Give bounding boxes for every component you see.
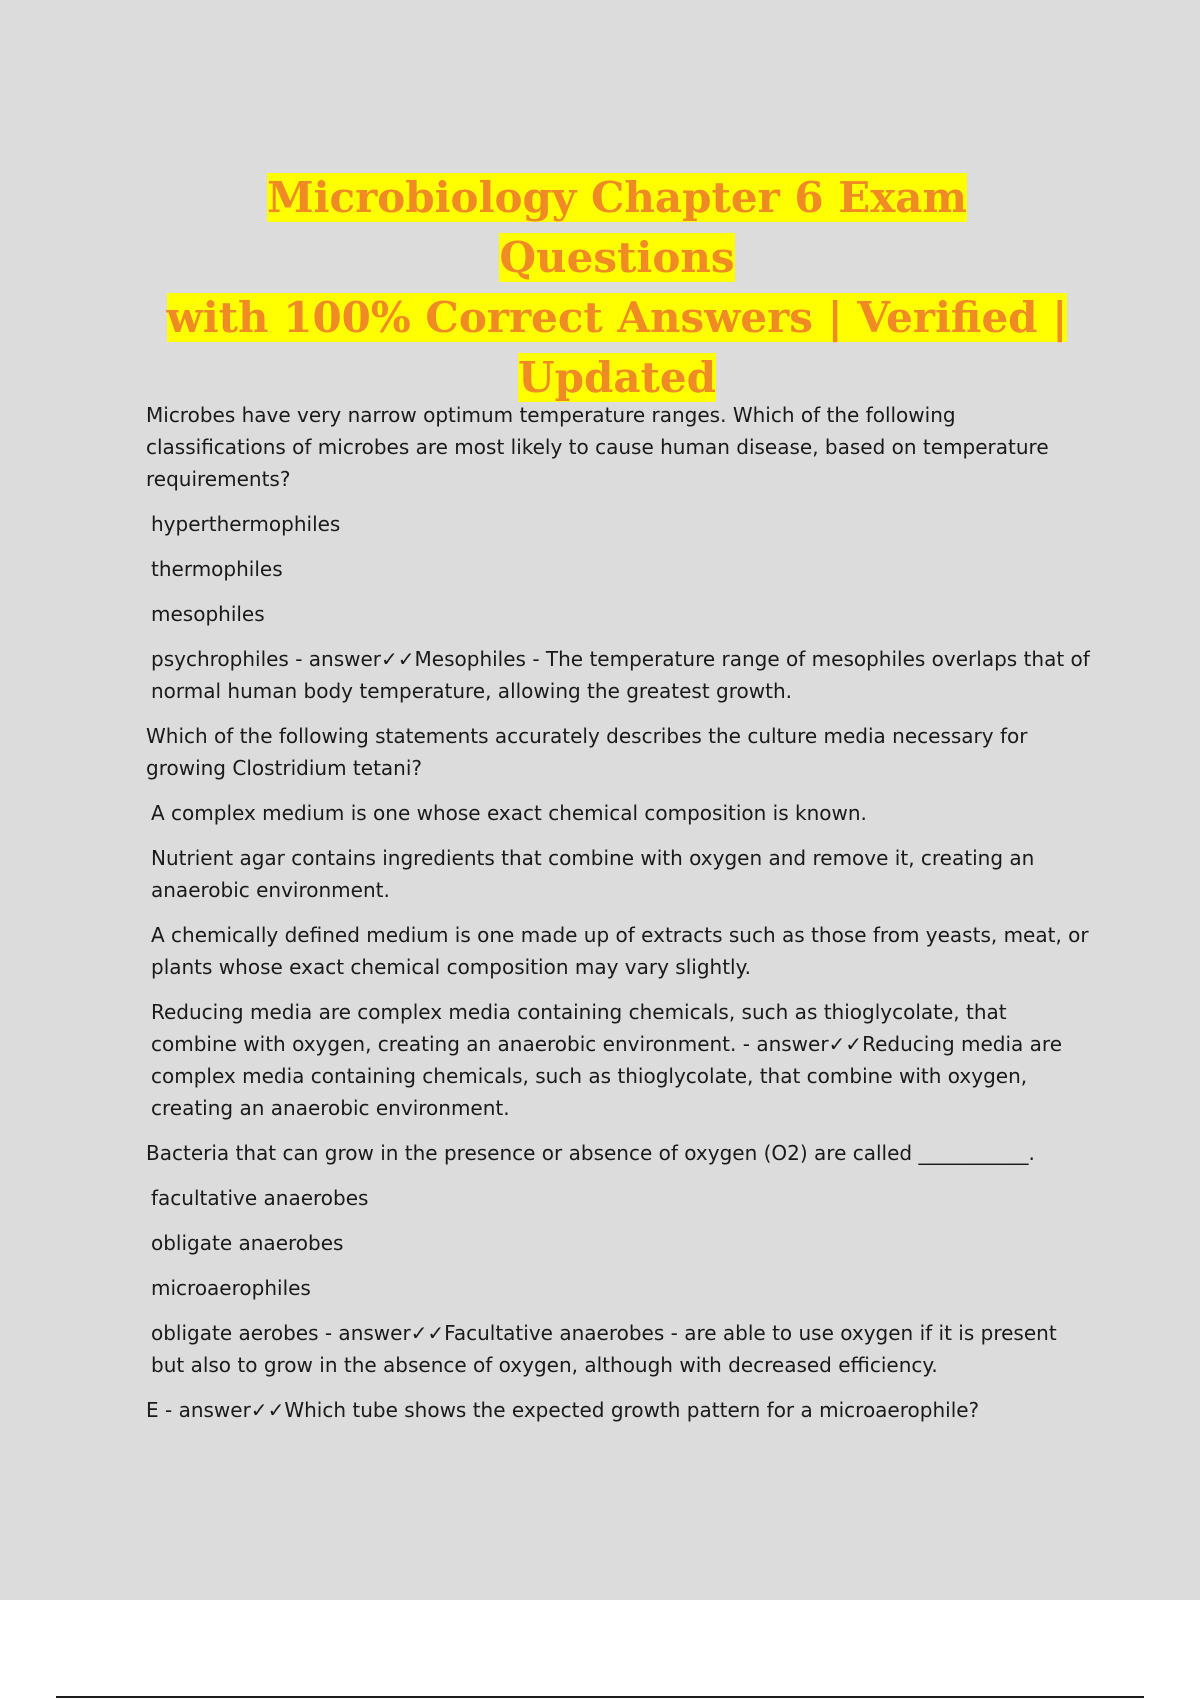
question-text: Microbes have very narrow optimum temperature ranges. Which of the following classifications of microbes are most likely to cause human disease, based on temperature requirements? <box>146 403 1049 491</box>
answer-option: A complex medium is one whose exact chemical composition is known. <box>151 801 867 825</box>
answer-option: obligate anaerobes <box>151 1231 344 1255</box>
question-text: E - answer✓✓Which tube shows the expected growth pattern for a microaerophile? <box>146 1398 980 1422</box>
document-title <box>150 168 1084 408</box>
answer-option: mesophiles <box>151 602 265 626</box>
answer-option: thermophiles <box>151 557 283 581</box>
answer-option: microaerophiles <box>151 1276 311 1300</box>
answer-option: A chemically defined medium is one made up of extracts such as those from yeasts, meat, or plants whose exact chemical composition may vary slightly. <box>151 923 1089 979</box>
answer-option-with-answer: obligate aerobes - answer✓✓Facultative anaerobes - are able to use oxygen if it is present but also to grow in the absence of oxygen, although with decreased efficiency. <box>151 1321 1057 1377</box>
document-body <box>146 399 1096 1439</box>
answer-option: facultative anaerobes <box>151 1186 369 1210</box>
answer-option-with-answer: Reducing media are complex media containing chemicals, such as thioglycolate, that combine with oxygen, creating an anaerobic environment. - answer✓✓Reducing media are complex media containing chemicals, such as thioglycolate, that combine with oxygen, creating an anaerobic environment. <box>151 1000 1063 1120</box>
answer-option: hyperthermophiles <box>151 512 341 536</box>
title-line-1: Microbiology Chapter 6 Exam Questions <box>267 173 967 282</box>
answer-option-with-answer: psychrophiles - answer✓✓Mesophiles - The temperature range of mesophiles overlaps that of normal human body temperature, allowing the greatest growth. <box>151 647 1090 703</box>
question-text: Which of the following statements accurately describes the culture media necessary for growing Clostridium tetani? <box>146 724 1028 780</box>
title-line-2: with 100% Correct Answers | Verified | <box>166 293 1068 342</box>
question-text: Bacteria that can grow in the presence or absence of oxygen (O2) are called ___________. <box>146 1141 1035 1165</box>
page-divider <box>56 1696 1144 1698</box>
title-line-3: Updated <box>517 353 717 402</box>
answer-option: Nutrient agar contains ingredients that combine with oxygen and remove it, creating an anaerobic environment. <box>151 846 1035 902</box>
